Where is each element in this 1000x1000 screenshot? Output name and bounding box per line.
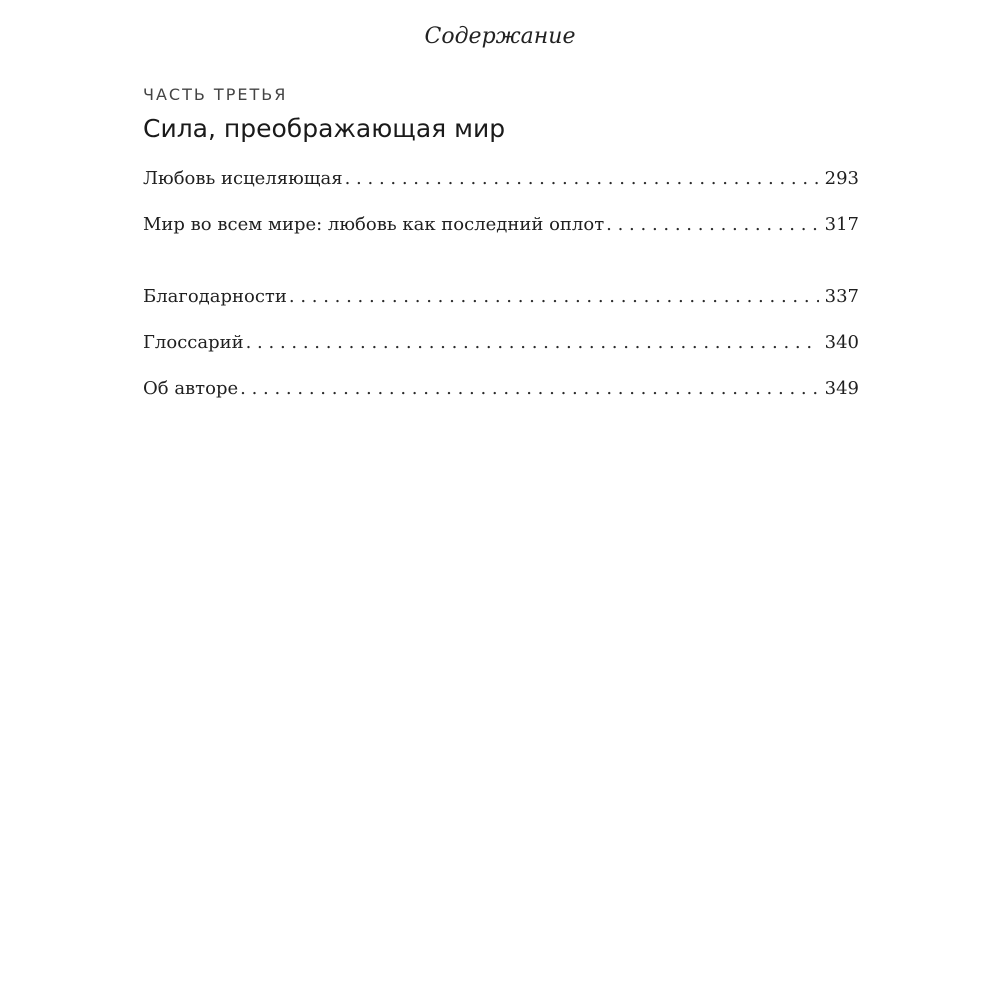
toc-entry-title: Любовь исцеляющая [143,168,343,189]
toc-entry-title: Благодарности [143,286,287,307]
toc-entry[interactable] [143,332,859,378]
dot-leader [606,214,818,235]
part-label: ЧАСТЬ ТРЕТЬЯ [143,85,288,104]
toc-entry[interactable] [143,214,859,260]
dot-leader [240,378,818,399]
toc-entry-page: 340 [824,332,859,353]
toc-entry[interactable] [143,286,859,332]
chapter-list [143,168,859,260]
toc-entry-title: Глоссарий [143,332,244,353]
toc-entry-title: Мир во всем мире: любовь как последний оплот [143,214,605,235]
dot-leader [345,168,819,189]
toc-entry-page: 317 [824,214,859,235]
dot-leader [289,286,819,307]
toc-entry-page: 349 [824,378,859,399]
toc-entry-page: 293 [824,168,859,189]
part-heading [143,84,859,146]
toc-entry-title: Об авторе [143,378,239,399]
part-title: Сила, преображающая мир [143,114,506,143]
toc-entry[interactable] [143,378,859,424]
toc-entry-page: 337 [824,286,859,307]
toc-entry[interactable] [143,168,859,214]
dot-leader [246,332,819,353]
running-head: Содержание [424,24,576,49]
back-matter-list [143,286,859,424]
